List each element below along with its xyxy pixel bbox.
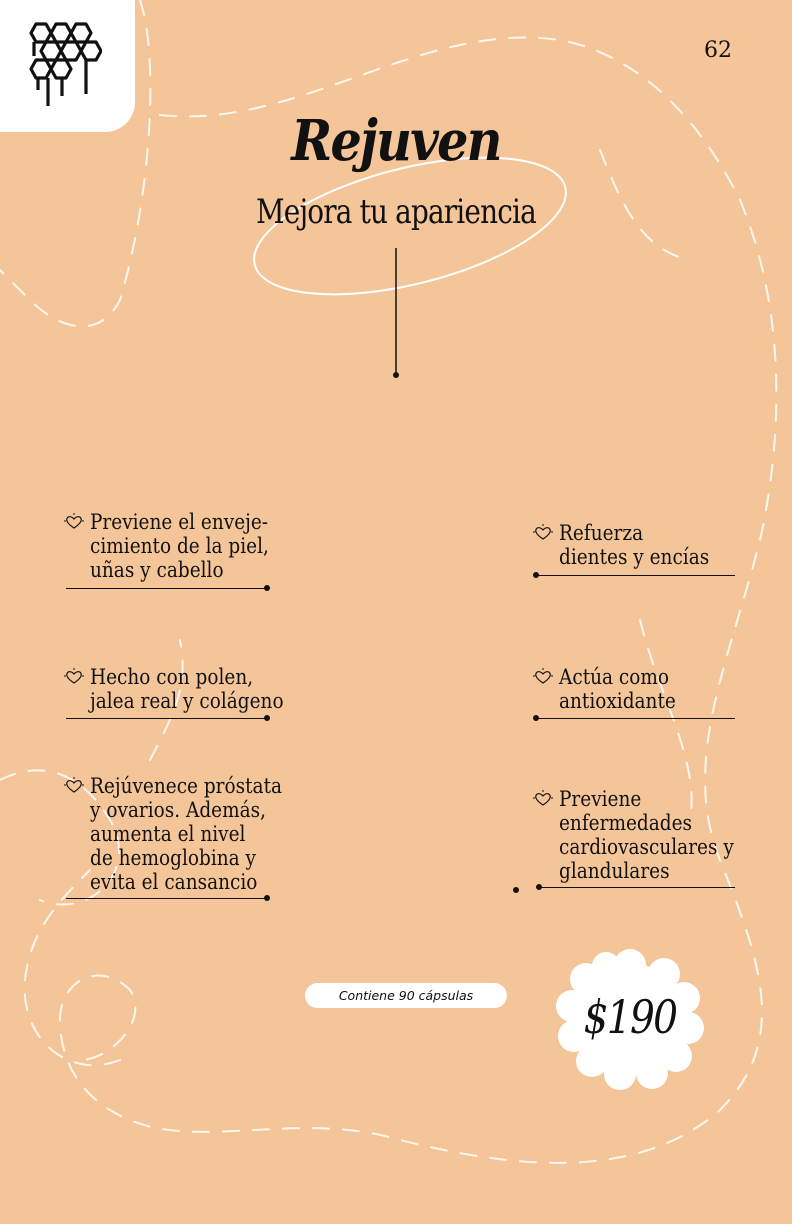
benefit-text: Refuerza dientes y encías [559,521,710,569]
divider [66,588,266,589]
heart-icon [533,524,553,542]
divider-dot [513,887,519,893]
divider [66,718,266,719]
divider-dot [536,884,542,890]
product-title: Rejuven [291,108,501,174]
benefit-text: Hecho con polen, jalea real y colágeno [90,665,284,713]
price-label: $190 [583,990,677,1044]
divider-dot [264,895,270,901]
capsules-note: Contiene 90 cápsulas [305,983,507,1008]
divider [538,718,735,719]
divider [66,898,266,899]
honeycomb-icon [26,20,102,112]
divider-dot [264,585,270,591]
benefit-text: Rejúvenece próstata y ovarios. Además, aumenta el nivel de hemoglobina y evita el cansancio [90,774,283,894]
benefit-text: Previene el enveje- cimiento de la piel, uñas y cabello [90,510,269,582]
heart-icon [64,513,84,531]
divider-dot [264,715,270,721]
heart-icon [533,668,553,686]
benefit-text: Actúa como antioxidante [559,665,676,713]
divider [538,575,735,576]
heart-icon [533,790,553,808]
benefit-text: Previene enfermedades cardiovasculares y glandulares [559,787,734,883]
divider-dot [533,572,539,578]
product-tagline: Mejora tu apariencia [256,192,536,232]
heart-icon [64,668,84,686]
heart-icon [64,777,84,795]
divider [541,887,735,888]
page-number: 62 [704,38,732,63]
divider-dot [533,715,539,721]
